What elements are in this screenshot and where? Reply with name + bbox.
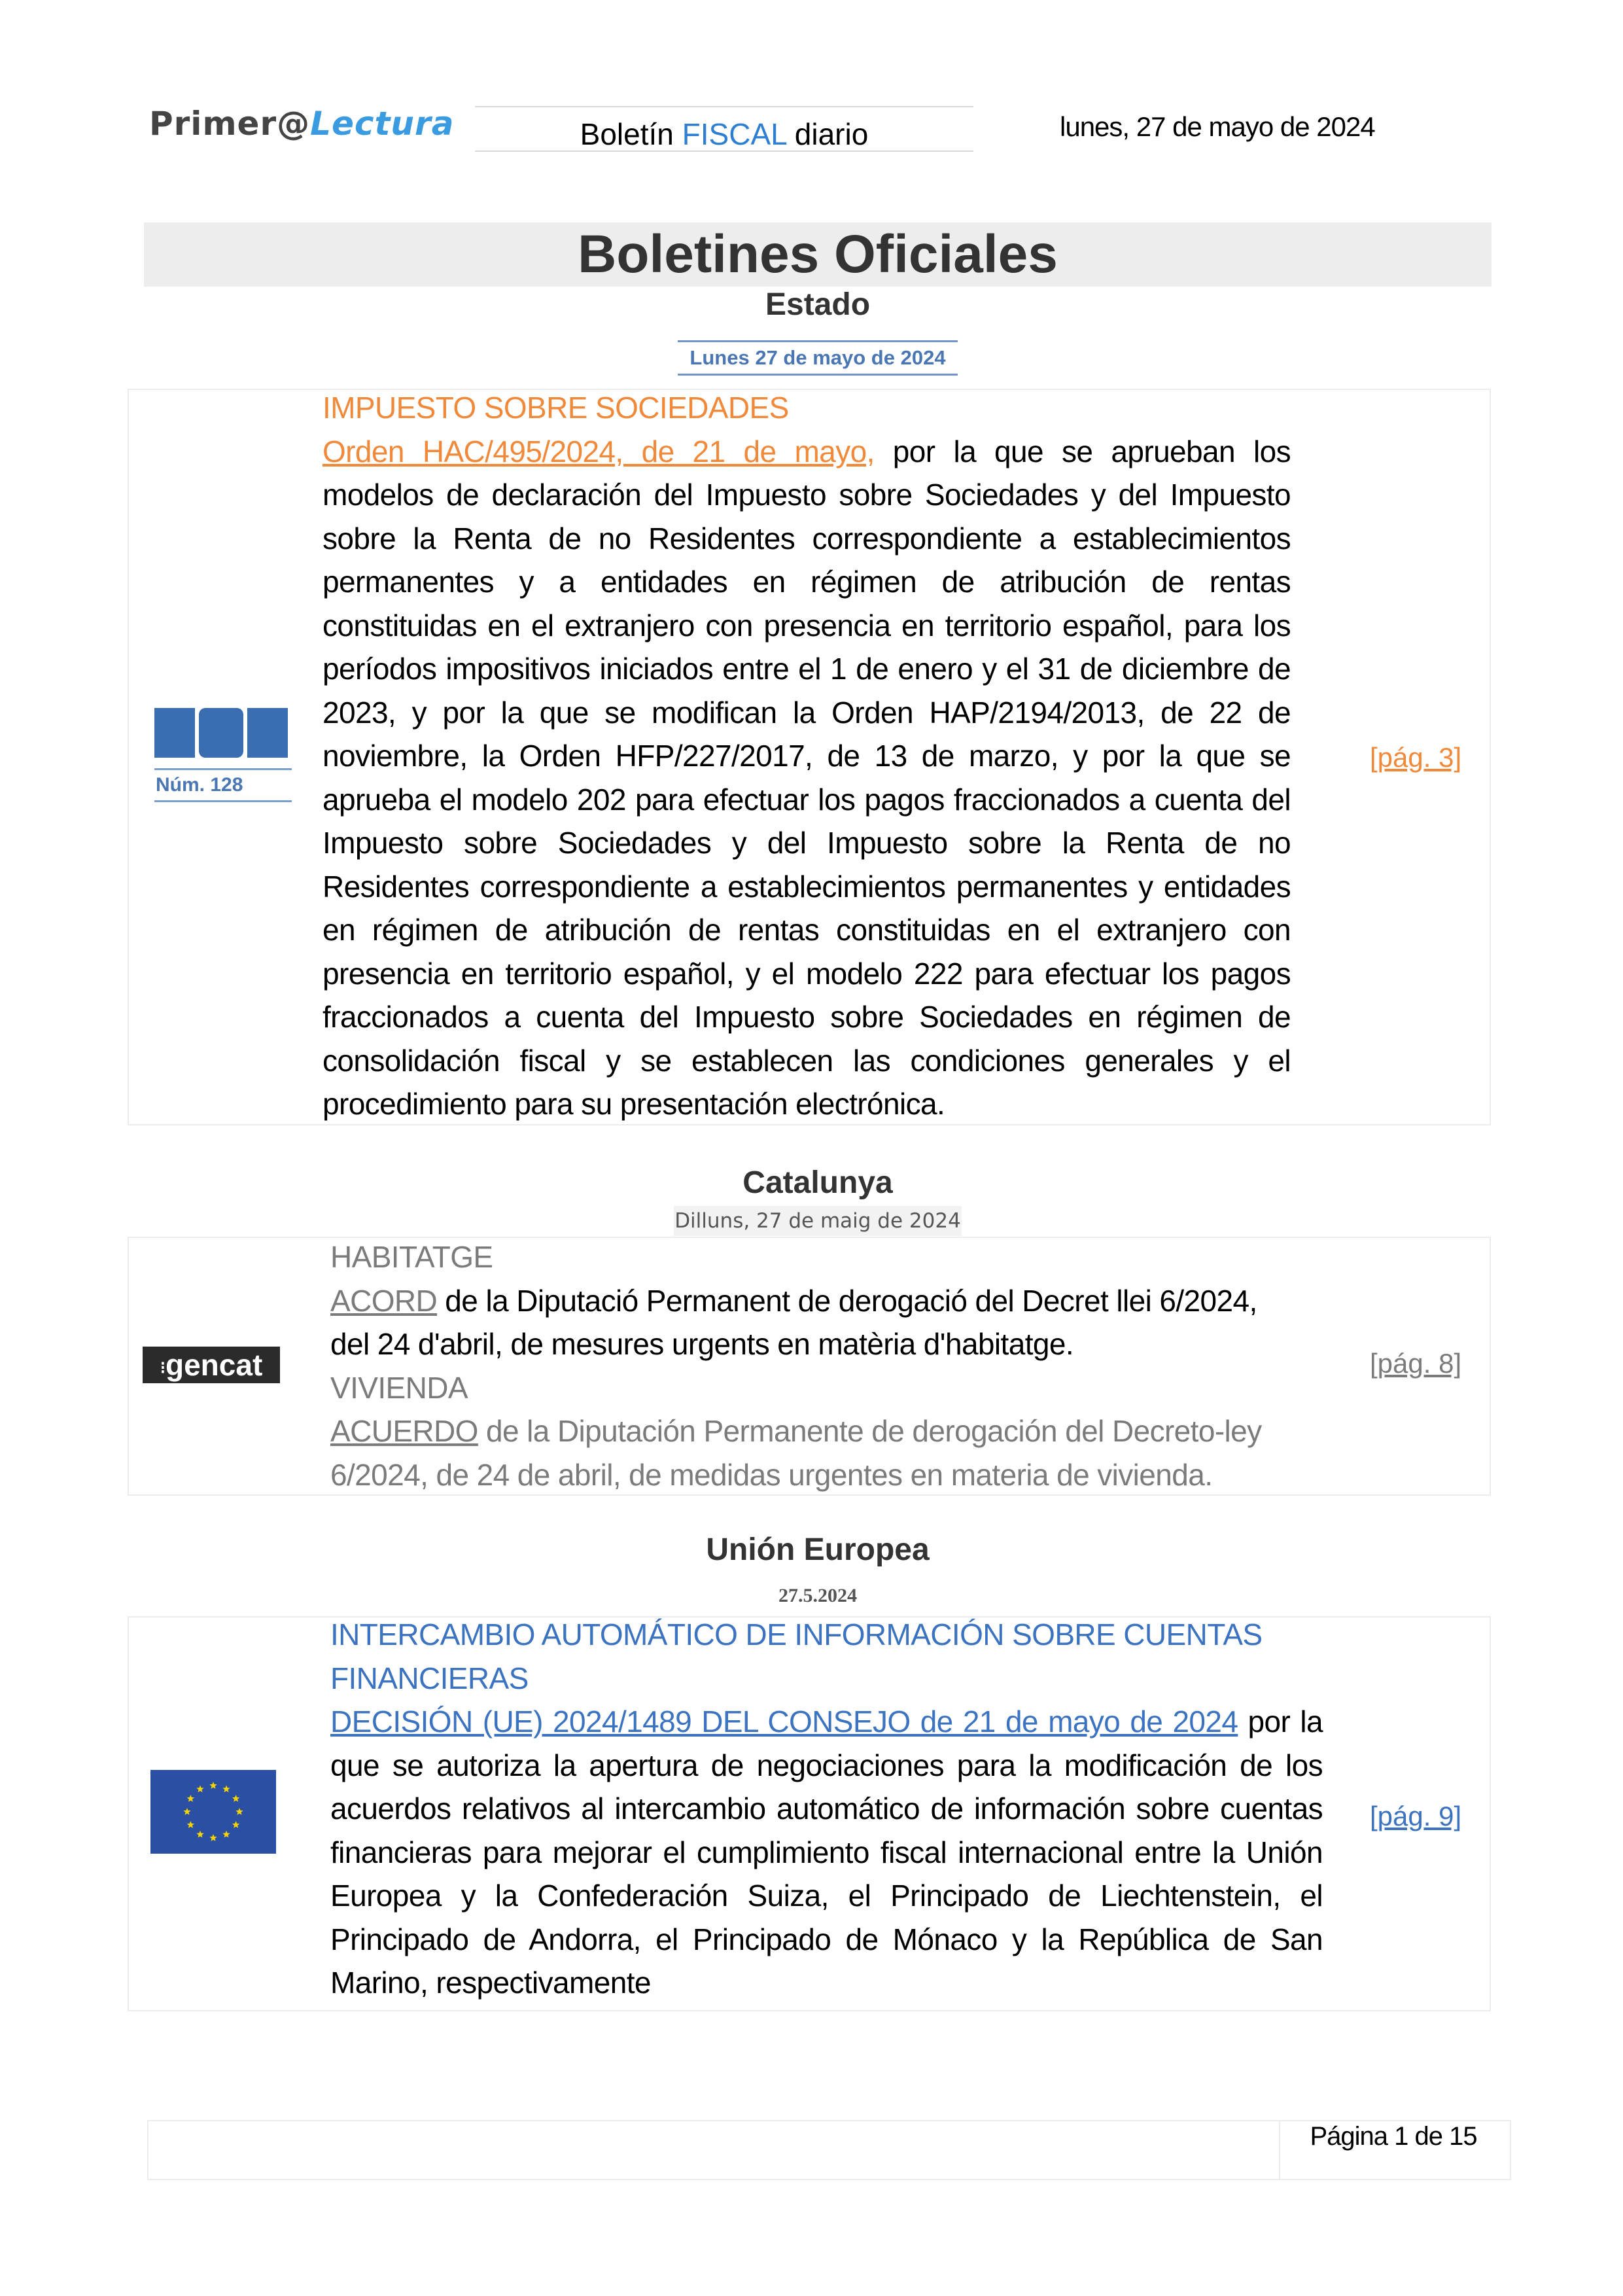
- estado-body: Orden HAC/495/2024, de 21 de mayo, por la que se aprueban los modelos de declaración del Impuesto sobre Sociedades y del Impuesto sobre la Renta de no Residentes correspondiente a establecimientos permanentes y a entidades en régimen de atribución de rentas constituidas en el extranjero con presencia en territorio español, para los períodos impositivos iniciados entre el 1 de enero y el 31 de diciembre de 2023, y por la que se modifican la Orden HAP/2194/2013, de 22 de noviembre, la Orden HFP/227/2017, de 13 de marzo, y por la que se aprueba el modelo 202 para efectuar los pagos fraccionados a cuenta del Impuesto sobre Sociedades y del Impuesto sobre la Renta de no Residentes correspondiente a establecimientos permanentes y entidades en régimen de atribución de rentas constituidas en el extranjero con presencia en territorio español, y el modelo 222 para efectuar los pagos fraccionados a cuenta del Impuesto sobre Sociedades en régimen de consolidación fiscal y se establecen las condiciones generales y el procedimiento para su presentación electrónica.: [323, 434, 1291, 1121]
- catalunya-entry-text: [330, 1235, 1295, 1496]
- bulletin-name: Boletín FISCAL diario: [475, 106, 973, 152]
- catalunya-page-ref-link[interactable]: [pág. 8]: [1370, 1348, 1462, 1379]
- estado-category: IMPUESTO SOBRE SOCIEDADES: [323, 391, 789, 425]
- estado-date-tag: Lunes 27 de mayo de 2024: [678, 340, 958, 376]
- catalunya-category-es: VIVIENDA: [330, 1370, 468, 1405]
- boe-number: Núm. 128: [154, 768, 292, 802]
- catalunya-acuerdo-link[interactable]: ACUERDO: [330, 1414, 478, 1448]
- section-title-estado: Estado: [765, 287, 871, 322]
- gencat-dots-icon: ⁝: [160, 1357, 166, 1377]
- boe-logo: [154, 708, 292, 802]
- catalunya-category-ca: HABITATGE: [330, 1240, 493, 1274]
- catalunya-date-tag: Dilluns, 27 de maig de 2024: [674, 1206, 962, 1236]
- ue-doc-link[interactable]: DECISIÓN (UE) 2024/1489 DEL CONSEJO de 21 de mayo de 2024: [330, 1704, 1238, 1739]
- catalunya-body-es: ACUERDO de la Diputación Permanente de derogación del Decreto-ley 6/2024, de 24 de abril, de medidas urgentes en materia de vivienda.: [330, 1414, 1262, 1492]
- primer-lectura-logo: Primer@Lectura: [149, 105, 455, 143]
- catalunya-acord-link[interactable]: ACORD: [330, 1283, 438, 1318]
- footer-divider: [1279, 2120, 1280, 2180]
- estado-page-ref-link[interactable]: [pág. 3]: [1370, 742, 1462, 773]
- page-title: Boletines Oficiales: [144, 222, 1492, 287]
- ue-page-ref-link[interactable]: [pág. 9]: [1370, 1801, 1462, 1831]
- estado-doc-link[interactable]: Orden HAC/495/2024, de 21 de mayo,: [323, 434, 875, 468]
- section-title-catalunya: Catalunya: [742, 1165, 893, 1200]
- page-number: Página 1 de 15: [1310, 2122, 1477, 2151]
- boe-logo-icon: [154, 708, 292, 758]
- gencat-logo: ⁝gencat: [143, 1347, 280, 1383]
- ue-category: INTERCAMBIO AUTOMÁTICO DE INFORMACIÓN SOBRE CUENTAS FINANCIERAS: [330, 1617, 1263, 1695]
- ue-body: DECISIÓN (UE) 2024/1489 DEL CONSEJO de 21 de mayo de 2024 por la que se autoriza la apertura de negociaciones para la modificación de los acuerdos relativos al intercambio automático de información sobre cuentas financieras para mejorar el cumplimiento fiscal internacional entre la Unión Europea y la Confederación Suiza, el Principado de Liechtenstein, el Principado de Andorra, el Principado de Mónaco y la República de San Marino, respectivamente: [330, 1704, 1323, 2000]
- section-title-ue: Unión Europea: [706, 1532, 930, 1567]
- catalunya-body-ca: ACORD de la Diputació Permanent de derogació del Decret llei 6/2024, del 24 d'abril, de mesures urgents en matèria d'habitatge.: [330, 1283, 1257, 1361]
- estado-entry-text: [323, 386, 1291, 1126]
- header-date: lunes, 27 de mayo de 2024: [1060, 111, 1375, 142]
- ue-date-tag: 27.5.2024: [778, 1585, 857, 1606]
- eu-flag-icon: [150, 1770, 276, 1854]
- ue-entry-text: [330, 1613, 1323, 2005]
